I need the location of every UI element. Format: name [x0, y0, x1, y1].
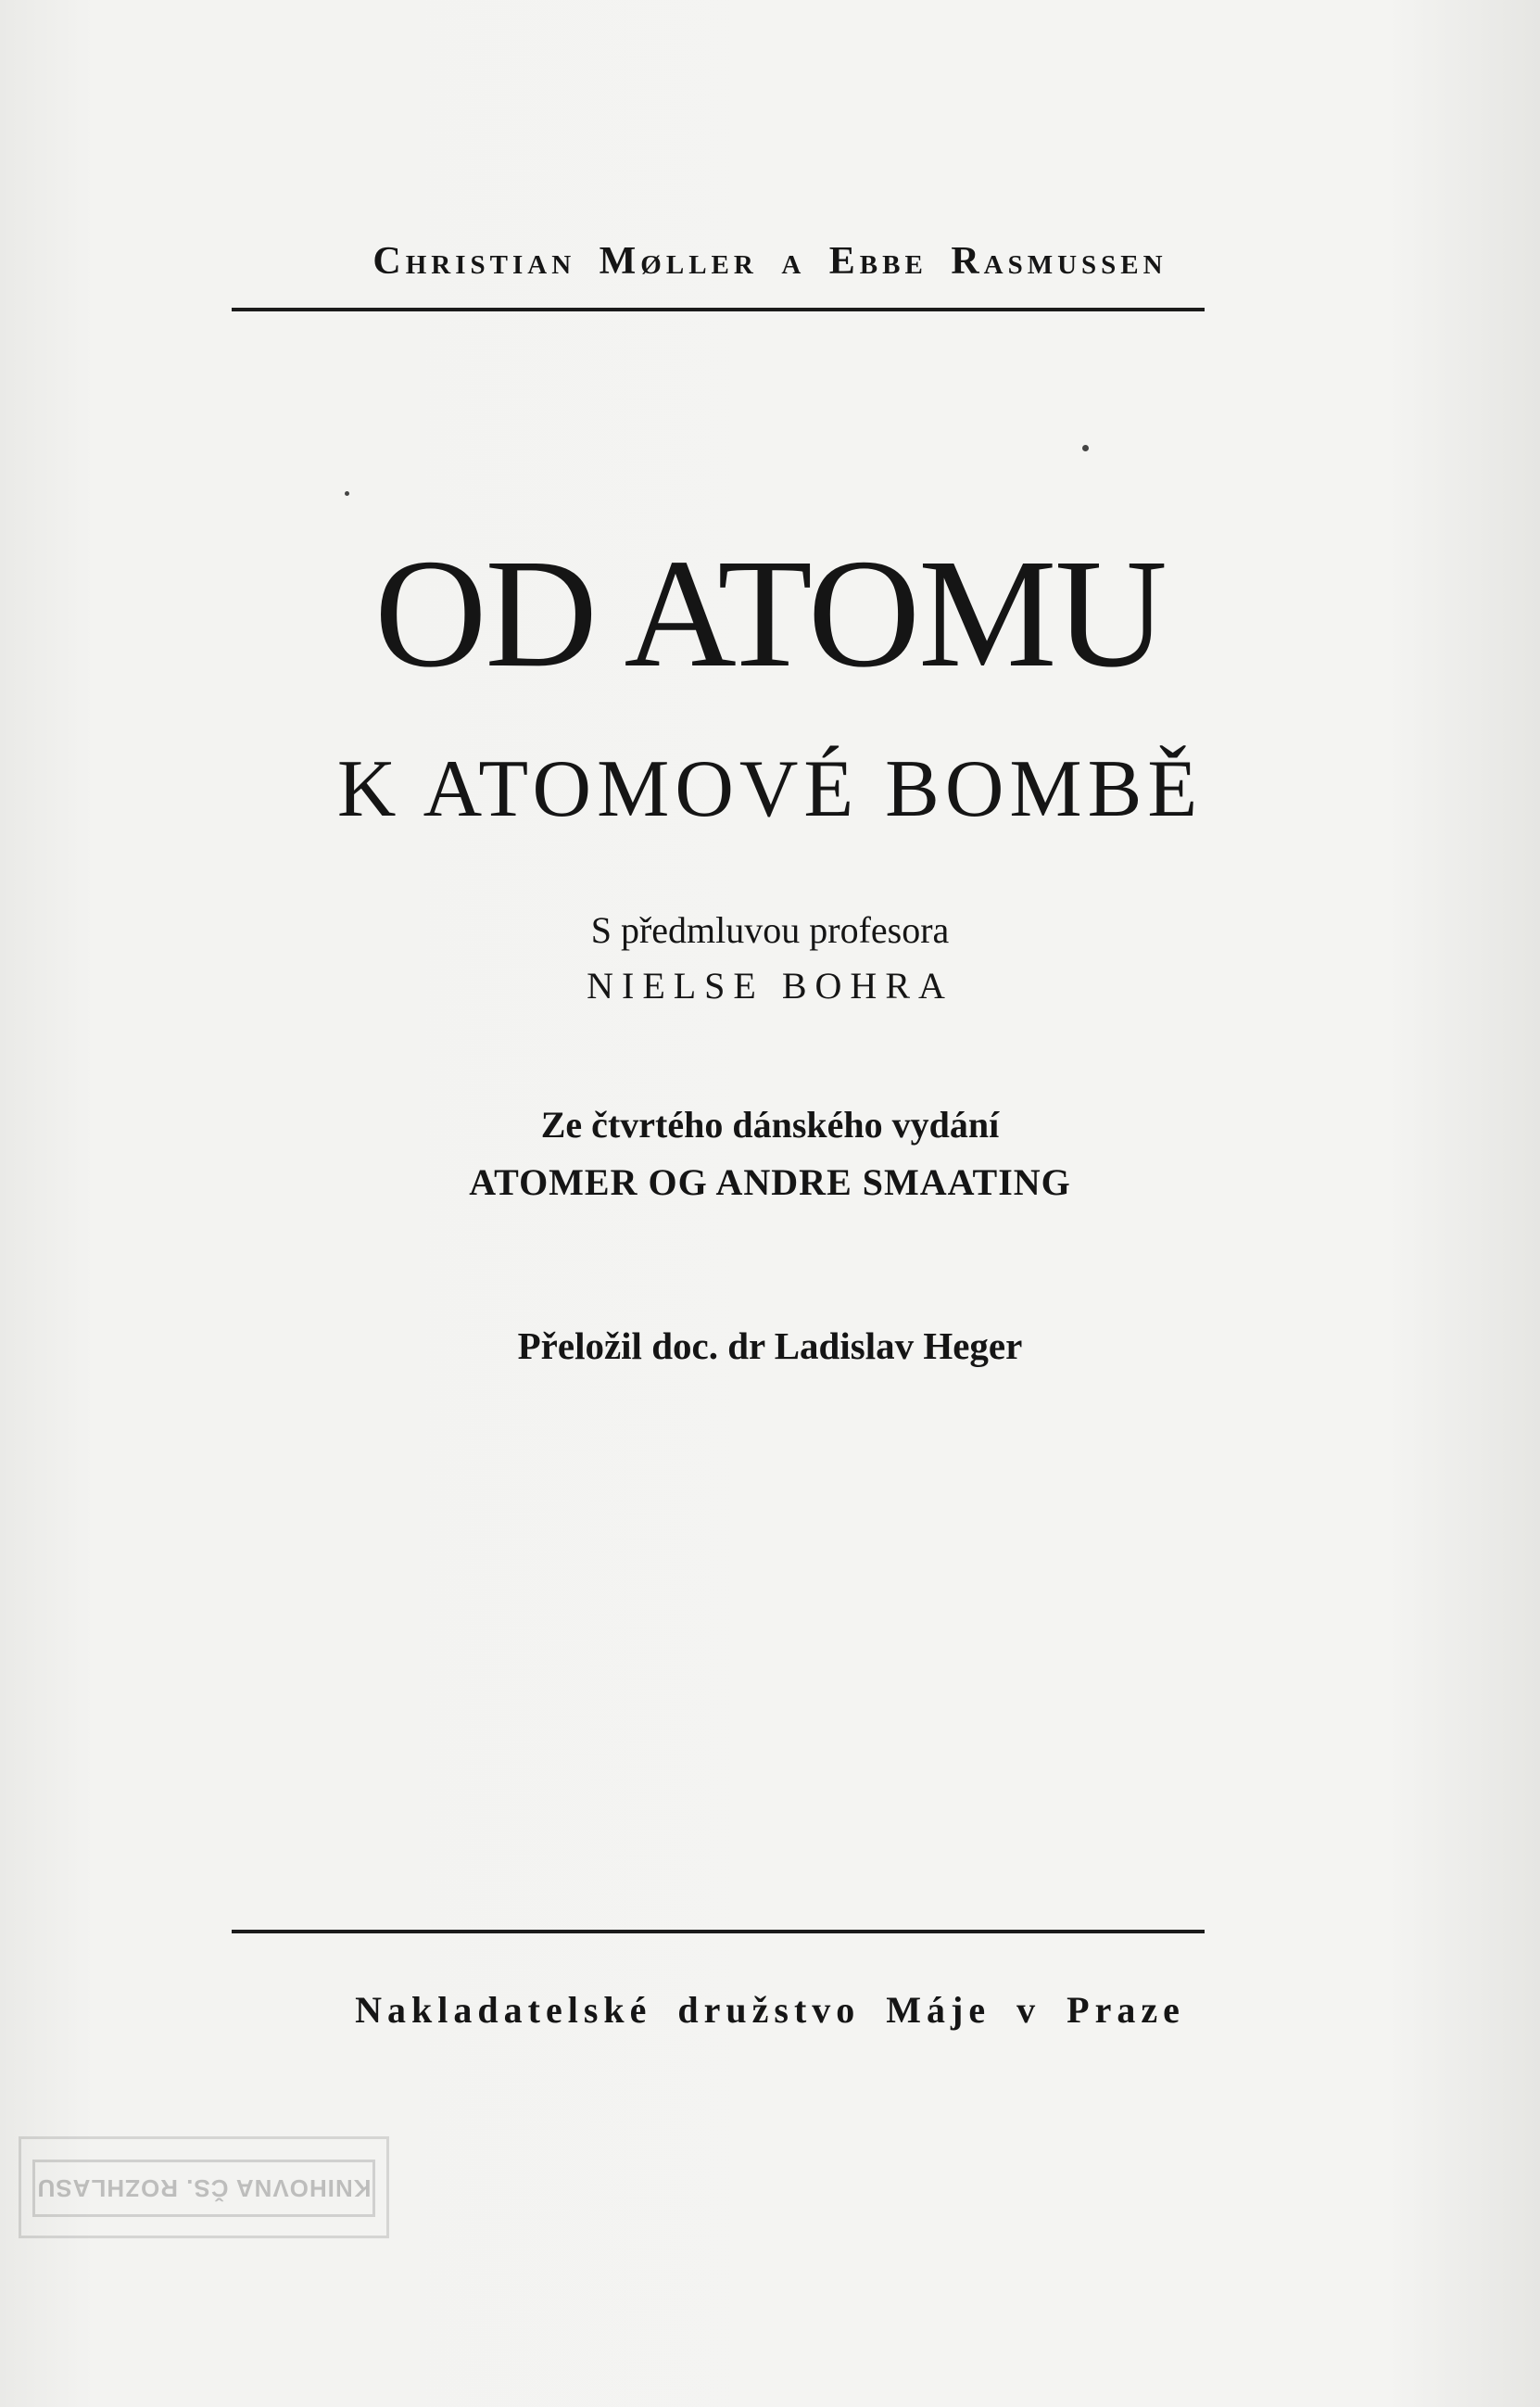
- title-line-1: OD ATOMU: [374, 527, 1166, 700]
- top-rule: [232, 308, 1205, 311]
- publisher: Nakladatelské družstvo Máje v Praze: [355, 1989, 1185, 2031]
- title-line-2: K ATOMOVÉ BOMBĚ: [336, 744, 1204, 834]
- library-stamp-text: KNIHOVNA ČS. ROZHLASU: [32, 2160, 375, 2217]
- edition-line: Ze čtvrtého dánského vydání: [540, 1104, 1000, 1146]
- library-stamp: [19, 2136, 389, 2238]
- translator-credit: Přeložil doc. dr Ladislav Heger: [517, 1324, 1023, 1367]
- preface-line: S předmluvou profesora: [590, 909, 950, 951]
- authors: Christian Møller a Ebbe Rasmussen: [372, 240, 1168, 283]
- speck: [345, 491, 349, 496]
- speck: [1082, 445, 1089, 451]
- bottom-rule: [232, 1930, 1205, 1933]
- original-title: ATOMER OG ANDRE SMAATING: [469, 1161, 1071, 1203]
- preface-author: NIELSE BOHRA: [587, 965, 953, 1007]
